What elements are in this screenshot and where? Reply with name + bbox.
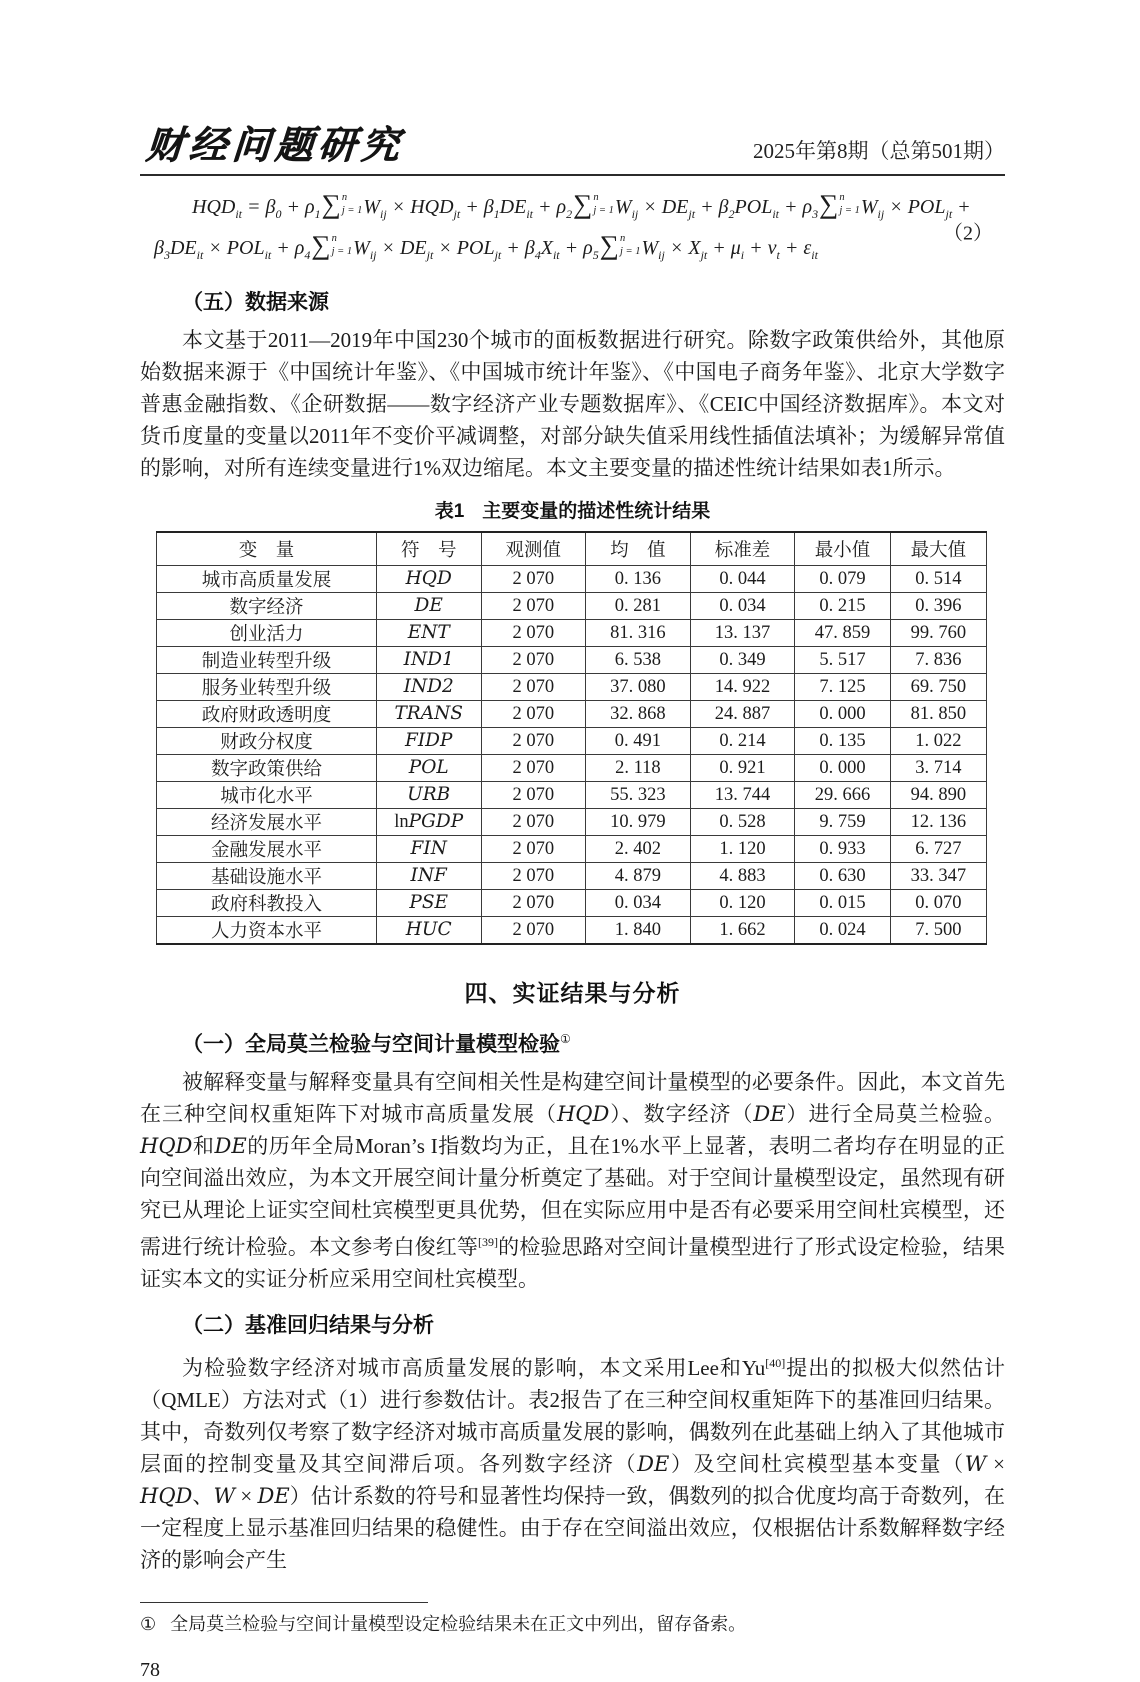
table-cell: 4. 879 — [586, 863, 691, 890]
footnote-text — [140, 1611, 1005, 1637]
table-cell: 政府科教投入 — [157, 890, 377, 917]
equation-block — [140, 190, 1005, 272]
table-cell: 7. 836 — [890, 647, 986, 674]
summation-symbol: ∑ n j = 1 — [599, 230, 641, 260]
table-header-cell: 观测值 — [481, 532, 586, 566]
table-cell: HQD — [376, 566, 481, 593]
heading-data-source-label: （五）数据来源 — [182, 291, 329, 314]
table-cell: 人力资本水平 — [157, 917, 377, 945]
table-cell: 2 070 — [481, 701, 586, 728]
table-cell: 2 070 — [481, 809, 586, 836]
table-cell: 0. 034 — [690, 593, 795, 620]
table-cell: 6. 538 — [586, 647, 691, 674]
table-row — [157, 620, 987, 647]
summation-symbol: ∑ n j = 1 — [573, 189, 614, 219]
table-cell: 2 070 — [481, 566, 586, 593]
table-cell: 0. 933 — [795, 836, 890, 863]
table-cell: 城市高质量发展 — [157, 566, 377, 593]
heading-data-source — [140, 286, 1005, 316]
table-cell: 2 070 — [481, 863, 586, 890]
table-cell: 2 070 — [481, 620, 586, 647]
table-cell: 0. 215 — [795, 593, 890, 620]
table-cell: 2. 118 — [586, 755, 691, 782]
table-cell: 财政分权度 — [157, 728, 377, 755]
table-cell: 0. 921 — [690, 755, 795, 782]
table-cell: 9. 759 — [795, 809, 890, 836]
table-cell: IND2 — [376, 674, 481, 701]
table-row — [157, 728, 987, 755]
table-cell: 2 070 — [481, 647, 586, 674]
equation-line-2: $\beta_3DE_{it} \times POL_{it} + \rho_4$ ∑ n j = 1 $W_{ij} \times DE_{jt} \times POL_{jt} + \beta_4X_{it} + \rho_5$ ∑ n j = 1 $W_{ij} \times X_{jt} + \mu_i + \nu_t + \varepsilon_{it}$ — [154, 230, 818, 262]
table-row — [157, 566, 987, 593]
table-cell: 7. 125 — [795, 674, 890, 701]
heading-section-results: 四、实证结果与分析 — [464, 980, 681, 1006]
table-row — [157, 782, 987, 809]
table-cell: 0. 491 — [586, 728, 691, 755]
table-cell: 12. 136 — [890, 809, 986, 836]
table-cell: 经济发展水平 — [157, 809, 377, 836]
footnote-body: 全局莫兰检验与空间计量模型设定检验结果未在正文中列出，留存备索。 — [170, 1614, 747, 1634]
descriptive-stats-table — [156, 531, 987, 945]
table-cell: 0. 396 — [890, 593, 986, 620]
table-cell: 0. 528 — [690, 809, 795, 836]
table-cell: 2 070 — [481, 917, 586, 945]
issue-info: 2025年第8期（总第501期） — [753, 139, 1005, 163]
equation-line-1: $HQD_{it} = \beta_0 + \rho_1$ ∑ n j = 1 $W_{ij} \times HQD_{jt} + \beta_1DE_{it} + \rho_2$ ∑ n j = 1 $W_{ij} \times DE_{jt} + \beta_2POL_{it} + \rho_3$ ∑ n j = 1 $W_{ij} \times POL_{jt}$ + — [192, 189, 971, 221]
table-cell: 创业活力 — [157, 620, 377, 647]
table-header-cell: 最小值 — [795, 532, 890, 566]
summation-symbol: ∑ n j = 1 — [819, 189, 860, 219]
table-cell: 0. 349 — [690, 647, 795, 674]
table-row — [157, 647, 987, 674]
header-rule — [140, 174, 1005, 176]
heading-baseline-regression — [140, 1309, 1005, 1339]
table-cell: ENT — [376, 620, 481, 647]
table-row — [157, 755, 987, 782]
table-cell: 0. 044 — [690, 566, 795, 593]
table-cell: 81. 850 — [890, 701, 986, 728]
table-cell: IND1 — [376, 647, 481, 674]
table-cell: 1. 662 — [690, 917, 795, 945]
table-cell: 1. 022 — [890, 728, 986, 755]
table-cell: 4. 883 — [690, 863, 795, 890]
table-cell: 数字经济 — [157, 593, 377, 620]
table-cell: 政府财政透明度 — [157, 701, 377, 728]
table-cell: 24. 887 — [690, 701, 795, 728]
equation-number: （2） — [943, 222, 993, 245]
table-cell: 0. 015 — [795, 890, 890, 917]
table-caption — [140, 496, 1005, 523]
table-cell: 0. 514 — [890, 566, 986, 593]
table-cell: 5. 517 — [795, 647, 890, 674]
table-cell: 3. 714 — [890, 755, 986, 782]
heading-moran-test — [140, 1028, 1005, 1058]
table-cell: POL — [376, 755, 481, 782]
table-cell: 基础设施水平 — [157, 863, 377, 890]
table-cell: 2. 402 — [586, 836, 691, 863]
table-cell: DE — [376, 593, 481, 620]
table-cell: 47. 859 — [795, 620, 890, 647]
paragraph-baseline-regression: 为检验数字经济对城市高质量发展的影响，本文采用Lee和Yu[40]提出的拟极大似然估计（QMLE）方法对式（1）进行参数估计。表2报告了在三种空间权重矩阵下的基准回归结果。其中，奇数列仅考察了数字经济对城市高质量发展的影响，偶数列在此基础上纳入了其他城市层面的控制变量及其空间滞后项。各列数字经济（DE）及空间杜宾模型基本变量（W × HQD、W × DE）估计系数的符号和显著性均保持一致，偶数列的拟合优度均高于奇数列，在一定程度上显示基准回归结果的稳健性。由于存在空间溢出效应，仅根据估计系数解释数字经济的影响会产生 — [140, 1356, 1006, 1572]
table-cell: 55. 323 — [586, 782, 691, 809]
table-cell: 7. 500 — [890, 917, 986, 945]
table-header-cell: 变 量 — [157, 532, 377, 566]
table-cell: 94. 890 — [890, 782, 986, 809]
table-cell: 2 070 — [481, 593, 586, 620]
table-cell: FIN — [376, 836, 481, 863]
table-cell: 14. 922 — [690, 674, 795, 701]
heading-baseline-regression-label: （二）基准回归结果与分析 — [182, 1314, 434, 1337]
table-cell: 0. 214 — [690, 728, 795, 755]
table-cell: 81. 316 — [586, 620, 691, 647]
table-row — [157, 701, 987, 728]
table-cell: HUC — [376, 917, 481, 945]
table-cell: 2 070 — [481, 755, 586, 782]
table-cell: 1. 840 — [586, 917, 691, 945]
table-row — [157, 917, 987, 945]
summation-symbol: ∑ n j = 1 — [311, 230, 353, 260]
table-cell: 制造业转型升级 — [157, 647, 377, 674]
table-cell: 0. 281 — [586, 593, 691, 620]
paragraph-moran-test: 被解释变量与解释变量具有空间相关性是构建空间计量模型的必要条件。因此，本文首先在三种空间权重矩阵下对城市高质量发展（HQD）、数字经济（DE）进行全局莫兰检验。HQD和DE的历年全局Moran’s I指数均为正，且在1%水平上显著，表明二者均存在明显的正向空间溢出效应，为本文开展空间计量分析奠定了基础。对于空间计量模型设定，虽然现有研究已从理论上证实空间杜宾模型更具优势，但在实际应用中是否有必要采用空间杜宾模型，还需进行统计检验。本文参考白俊红等[39]的检验思路对空间计量模型进行了形式设定检验，结果证实本文的实证分析应采用空间杜宾模型。 — [140, 1070, 1006, 1291]
table-row — [157, 674, 987, 701]
table-cell: 13. 137 — [690, 620, 795, 647]
table-cell: 29. 666 — [795, 782, 890, 809]
table-caption-label: 表1 — [434, 501, 465, 522]
table-cell: 10. 979 — [586, 809, 691, 836]
table-cell: 金融发展水平 — [157, 836, 377, 863]
table-cell: 0. 136 — [586, 566, 691, 593]
table-cell: 服务业转型升级 — [157, 674, 377, 701]
summation-symbol: ∑ n j = 1 — [321, 189, 363, 219]
table-row — [157, 863, 987, 890]
table-cell: FIDP — [376, 728, 481, 755]
table-cell: 0. 034 — [586, 890, 691, 917]
table-cell: 2 070 — [481, 674, 586, 701]
table-cell: 2 070 — [481, 836, 586, 863]
footnote-area — [140, 1602, 1005, 1637]
table-row — [157, 890, 987, 917]
table-header-cell: 均 值 — [586, 532, 691, 566]
table-cell: 0. 079 — [795, 566, 890, 593]
table-cell: 0. 135 — [795, 728, 890, 755]
page-header — [140, 122, 1005, 174]
table-cell: 0. 000 — [795, 701, 890, 728]
table-cell: 32. 868 — [586, 701, 691, 728]
table-header-cell: 最大值 — [890, 532, 986, 566]
table-cell: TRANS — [376, 701, 481, 728]
footnote-marker: ① — [140, 1614, 157, 1634]
table-header-cell: 标准差 — [690, 532, 795, 566]
table-row — [157, 836, 987, 863]
table-cell: 13. 744 — [690, 782, 795, 809]
table-caption-title: 主要变量的描述性统计结果 — [482, 501, 711, 522]
footnote-ref-icon: ① — [560, 1032, 571, 1046]
table-header-row — [157, 532, 987, 566]
table-header-cell: 符 号 — [376, 532, 481, 566]
table-cell: 0. 000 — [795, 755, 890, 782]
table-cell: 0. 120 — [690, 890, 795, 917]
table-cell: PSE — [376, 890, 481, 917]
table-cell: 69. 750 — [890, 674, 986, 701]
paragraph-data-source: 本文基于2011—2019年中国230个城市的面板数据进行研究。除数字政策供给外，其他原始数据来源于《中国统计年鉴》、《中国城市统计年鉴》、《中国电子商务年鉴》、北京大学数字普惠金融指数、《企研数据——数字经济产业专题数据库》、《CEIC中国经济数据库》。本文对货币度量的变量以2011年不变价平减调整，对部分缺失值采用线性插值法填补；为缓解异常值的影响，对所有连续变量进行1%双边缩尾。本文主要变量的描述性统计结果如表1所示。 — [140, 328, 1005, 480]
footnote-rule — [140, 1602, 428, 1603]
table-cell: 2 070 — [481, 890, 586, 917]
table-cell: 1. 120 — [690, 836, 795, 863]
table-cell: 33. 347 — [890, 863, 986, 890]
table-cell: 37. 080 — [586, 674, 691, 701]
table-cell: 99. 760 — [890, 620, 986, 647]
table-cell: 2 070 — [481, 782, 586, 809]
table-cell: lnPGDP — [376, 809, 481, 836]
table-cell: 0. 630 — [795, 863, 890, 890]
table-row — [157, 809, 987, 836]
table-cell: INF — [376, 863, 481, 890]
table-cell: 0. 070 — [890, 890, 986, 917]
table-cell: 城市化水平 — [157, 782, 377, 809]
journal-logo: 财经问题研究 — [144, 122, 406, 167]
page-number: 78 — [140, 1659, 160, 1681]
table-cell: 6. 727 — [890, 836, 986, 863]
table-cell: 数字政策供给 — [157, 755, 377, 782]
table-cell: URB — [376, 782, 481, 809]
table-cell: 0. 024 — [795, 917, 890, 945]
table-cell: 2 070 — [481, 728, 586, 755]
heading-moran-test-label: （一）全局莫兰检验与空间计量模型检验 — [182, 1033, 560, 1056]
table-row — [157, 593, 987, 620]
